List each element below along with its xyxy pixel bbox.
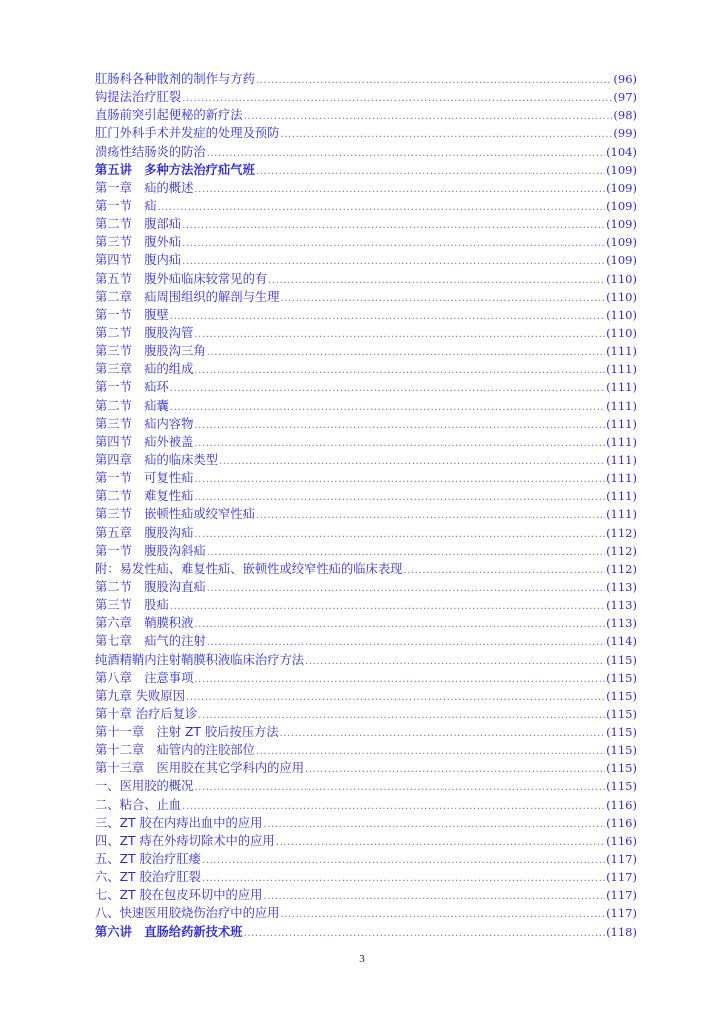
toc-entry-page: (115) bbox=[606, 670, 637, 685]
toc-leader-dots bbox=[207, 344, 605, 362]
toc-entry-page: (97) bbox=[613, 90, 637, 105]
page-number: 3 bbox=[359, 953, 365, 965]
toc-entry-title: 第一节 疝环 bbox=[95, 380, 169, 395]
toc-entry-title: 一、医用胶的概况 bbox=[95, 779, 194, 794]
toc-leader-dots bbox=[194, 435, 605, 453]
toc-entry-title: 四、ZT 痔在外痔切除术中的应用 bbox=[95, 833, 275, 848]
toc-entry-page: (112) bbox=[606, 543, 637, 558]
toc-entry-page: (109) bbox=[606, 235, 637, 250]
toc-entry-page: (112) bbox=[606, 525, 637, 540]
toc-entry-title: 钩提法治疗肛裂 bbox=[95, 90, 182, 105]
toc-entry[interactable] bbox=[95, 687, 637, 705]
toc-entry-title: 第十一章 注射 ZT 胶后按压方法 bbox=[95, 725, 279, 740]
toc-entry-page: (111) bbox=[606, 344, 637, 359]
toc-entry-page: (117) bbox=[606, 888, 637, 903]
toc-leader-dots bbox=[219, 453, 605, 471]
toc-entry-title: 第三节 腹股沟三角 bbox=[95, 344, 206, 359]
toc-entry[interactable] bbox=[95, 433, 637, 451]
toc-leader-dots bbox=[194, 181, 605, 199]
toc-leader-dots bbox=[194, 779, 605, 797]
toc-entry-page: (111) bbox=[606, 489, 637, 504]
toc-entry-page: (115) bbox=[606, 725, 637, 740]
toc-entry[interactable] bbox=[95, 741, 637, 759]
toc-entry-title: 第二章 疝周围组织的解剖与生理 bbox=[95, 289, 280, 304]
toc-leader-dots bbox=[280, 126, 612, 144]
toc-entry[interactable] bbox=[95, 669, 637, 687]
toc-entry-page: (117) bbox=[606, 906, 637, 921]
table-of-contents bbox=[95, 70, 637, 941]
toc-entry-page: (109) bbox=[606, 180, 637, 195]
toc-entry-page: (115) bbox=[606, 761, 637, 776]
toc-leader-dots bbox=[256, 743, 605, 761]
toc-leader-dots bbox=[263, 888, 605, 906]
toc-entry[interactable] bbox=[95, 923, 637, 941]
toc-entry-page: (117) bbox=[606, 870, 637, 885]
toc-leader-dots bbox=[305, 653, 605, 671]
toc-entry-title: 八、快速医用胶烧伤治疗中的应用 bbox=[95, 906, 280, 921]
toc-entry[interactable] bbox=[95, 632, 637, 650]
toc-entry-page: (109) bbox=[606, 253, 637, 268]
toc-entry-title: 第十三章 医用胶在其它学科内的应用 bbox=[95, 761, 305, 776]
toc-entry-page: (116) bbox=[606, 815, 637, 830]
toc-entry-page: (111) bbox=[606, 362, 637, 377]
toc-entry[interactable] bbox=[95, 306, 637, 324]
toc-entry[interactable] bbox=[95, 777, 637, 795]
toc-leader-dots bbox=[182, 90, 612, 108]
toc-entry-title: 七、ZT 胶在包皮环切中的应用 bbox=[95, 888, 263, 903]
toc-entry[interactable] bbox=[95, 524, 637, 542]
toc-entry[interactable] bbox=[95, 723, 637, 741]
toc-entry[interactable] bbox=[95, 106, 637, 124]
toc-leader-dots bbox=[256, 72, 613, 90]
toc-entry-title: 第四节 疝外被盖 bbox=[95, 434, 194, 449]
toc-entry-page: (116) bbox=[606, 833, 637, 848]
toc-entry[interactable] bbox=[95, 578, 637, 596]
toc-entry[interactable] bbox=[95, 215, 637, 233]
toc-entry-title: 第十二章 疝管内的注胶部位 bbox=[95, 743, 255, 758]
toc-entry-page: (115) bbox=[606, 688, 637, 703]
toc-entry-title: 第一章 疝的概述 bbox=[95, 180, 194, 195]
toc-entry[interactable] bbox=[95, 197, 637, 215]
toc-leader-dots bbox=[170, 399, 605, 417]
toc-entry[interactable] bbox=[95, 596, 637, 614]
toc-leader-dots bbox=[182, 235, 605, 253]
toc-entry-page: (111) bbox=[606, 380, 637, 395]
toc-entry-page: (111) bbox=[606, 452, 637, 467]
toc-entry[interactable] bbox=[95, 451, 637, 469]
toc-entry[interactable] bbox=[95, 251, 637, 269]
toc-entry[interactable] bbox=[95, 868, 637, 886]
toc-leader-dots bbox=[244, 925, 605, 943]
toc-entry[interactable] bbox=[95, 560, 637, 578]
toc-entry[interactable] bbox=[95, 796, 637, 814]
toc-entry-page: (118) bbox=[606, 924, 637, 939]
toc-entry-page: (111) bbox=[606, 471, 637, 486]
toc-leader-dots bbox=[170, 380, 605, 398]
toc-entry-title: 五、ZT 胶治疗肛瘘 bbox=[95, 852, 201, 867]
toc-entry-title: 第四章 疝的临床类型 bbox=[95, 452, 218, 467]
toc-entry-title: 三、ZT 胶在内痔出血中的应用 bbox=[95, 815, 263, 830]
toc-leader-dots bbox=[268, 272, 605, 290]
toc-entry-title: 第二节 腹股沟直疝 bbox=[95, 579, 206, 594]
toc-leader-dots bbox=[207, 580, 605, 598]
toc-entry-title: 第二节 疝囊 bbox=[95, 398, 169, 413]
toc-entry-page: (96) bbox=[613, 72, 637, 86]
toc-entry[interactable] bbox=[95, 378, 637, 396]
toc-entry-page: (115) bbox=[606, 743, 637, 758]
toc-leader-dots bbox=[194, 616, 605, 634]
toc-entry-title: 第一节 腹壁 bbox=[95, 307, 169, 322]
toc-entry[interactable] bbox=[95, 324, 637, 342]
toc-entry-title: 第三节 股疝 bbox=[95, 598, 169, 613]
toc-entry-page: (110) bbox=[606, 289, 637, 304]
toc-entry[interactable] bbox=[95, 469, 637, 487]
toc-entry-title: 第一节 疝 bbox=[95, 198, 157, 213]
toc-leader-dots bbox=[305, 761, 605, 779]
toc-entry-title: 第五节 腹外疝临床较常见的有 bbox=[95, 271, 268, 286]
toc-entry-page: (113) bbox=[606, 598, 637, 613]
toc-entry-title: 肛门外科手术并发症的处理及预防 bbox=[95, 126, 280, 141]
toc-leader-dots bbox=[263, 816, 605, 834]
toc-entry-title: 第六讲 直肠给药新技术班 bbox=[95, 924, 243, 939]
toc-entry[interactable] bbox=[95, 179, 637, 197]
toc-entry[interactable] bbox=[95, 288, 637, 306]
toc-entry-title: 第二节 腹股沟管 bbox=[95, 325, 194, 340]
toc-entry[interactable] bbox=[95, 88, 637, 106]
toc-entry[interactable] bbox=[95, 360, 637, 378]
toc-entry-page: (115) bbox=[606, 652, 637, 667]
toc-entry[interactable] bbox=[95, 487, 637, 505]
toc-entry-page: (110) bbox=[606, 271, 637, 286]
toc-leader-dots bbox=[194, 326, 605, 344]
toc-entry-page: (111) bbox=[606, 434, 637, 449]
toc-leader-dots bbox=[158, 199, 606, 217]
toc-entry[interactable] bbox=[95, 124, 637, 142]
toc-entry-title: 第三节 腹外疝 bbox=[95, 235, 182, 250]
toc-entry-page: (112) bbox=[606, 561, 637, 576]
toc-entry-page: (109) bbox=[606, 198, 637, 213]
toc-entry-title: 溃疡性结肠炎的防治 bbox=[95, 144, 206, 159]
toc-entry-page: (117) bbox=[606, 852, 637, 867]
toc-entry[interactable] bbox=[95, 886, 637, 904]
toc-entry-page: (115) bbox=[606, 706, 637, 721]
toc-entry-title: 第七章 疝气的注射 bbox=[95, 634, 206, 649]
toc-entry-page: (109) bbox=[606, 162, 637, 177]
toc-entry[interactable] bbox=[95, 397, 637, 415]
toc-entry[interactable] bbox=[95, 614, 637, 632]
toc-entry-title: 纯酒精鞘内注射鞘膜积液临床治疗方法 bbox=[95, 652, 305, 667]
toc-entry[interactable] bbox=[95, 415, 637, 433]
toc-entry-page: (111) bbox=[606, 416, 637, 431]
toc-entry-title: 第二节 腹部疝 bbox=[95, 217, 182, 232]
toc-leader-dots bbox=[194, 471, 605, 489]
toc-entry-title: 直肠前突引起便秘的新疗法 bbox=[95, 108, 243, 123]
toc-entry-page: (111) bbox=[606, 507, 637, 522]
toc-entry[interactable] bbox=[95, 832, 637, 850]
toc-entry-title: 附：易发性疝、难复性疝、嵌顿性或绞窄性疝的临床表现 bbox=[95, 561, 403, 576]
toc-leader-dots bbox=[194, 671, 605, 689]
toc-leader-dots bbox=[194, 526, 605, 544]
toc-entry[interactable] bbox=[95, 233, 637, 251]
toc-entry-page: (113) bbox=[606, 616, 637, 631]
toc-entry-title: 第三章 疝的组成 bbox=[95, 362, 194, 377]
toc-entry-title: 第二节 难复性疝 bbox=[95, 489, 194, 504]
toc-entry-title: 第四节 腹内疝 bbox=[95, 253, 182, 268]
toc-leader-dots bbox=[256, 163, 605, 181]
toc-entry-title: 第五讲 多种方法治疗疝气班 bbox=[95, 162, 255, 177]
toc-entry-title: 第六章 鞘膜积液 bbox=[95, 616, 194, 631]
toc-leader-dots bbox=[256, 507, 605, 525]
toc-entry[interactable] bbox=[95, 143, 637, 161]
toc-entry-title: 第五章 腹股沟疝 bbox=[95, 525, 194, 540]
toc-entry-title: 第三节 疝内容物 bbox=[95, 416, 194, 431]
toc-entry[interactable] bbox=[95, 342, 637, 360]
toc-entry-page: (115) bbox=[606, 779, 637, 794]
toc-entry-page: (98) bbox=[613, 108, 637, 123]
toc-leader-dots bbox=[280, 725, 605, 743]
toc-entry-page: (116) bbox=[606, 797, 637, 812]
toc-entry-title: 肛肠科各种散剂的制作与方药 bbox=[95, 72, 255, 86]
toc-entry-page: (113) bbox=[606, 579, 637, 594]
toc-entry-page: (99) bbox=[613, 126, 637, 141]
toc-leader-dots bbox=[186, 689, 605, 707]
toc-entry[interactable] bbox=[95, 759, 637, 777]
toc-entry-title: 二、粘合、止血 bbox=[95, 797, 182, 812]
toc-entry-page: (110) bbox=[606, 325, 637, 340]
toc-leader-dots bbox=[170, 598, 605, 616]
toc-leader-dots bbox=[182, 217, 605, 235]
toc-entry-page: (114) bbox=[606, 634, 637, 649]
toc-entry[interactable] bbox=[95, 651, 637, 669]
toc-leader-dots bbox=[403, 562, 605, 580]
toc-entry-page: (110) bbox=[606, 307, 637, 322]
toc-entry[interactable] bbox=[95, 904, 637, 922]
toc-entry[interactable] bbox=[95, 505, 637, 523]
toc-leader-dots bbox=[194, 362, 605, 380]
toc-leader-dots bbox=[194, 417, 605, 435]
toc-leader-dots bbox=[244, 108, 613, 126]
toc-leader-dots bbox=[170, 308, 605, 326]
toc-entry-title: 第三节 嵌顿性疝或绞窄性疝 bbox=[95, 507, 255, 522]
toc-entry-title: 第一节 可复性疝 bbox=[95, 471, 194, 486]
toc-entry[interactable] bbox=[95, 814, 637, 832]
toc-entry-title: 第一节 腹股沟斜疝 bbox=[95, 543, 206, 558]
toc-entry-title: 第九章 失败原因 bbox=[95, 688, 185, 703]
toc-entry[interactable] bbox=[95, 70, 637, 88]
toc-entry[interactable] bbox=[95, 161, 637, 179]
toc-entry-page: (104) bbox=[606, 144, 637, 159]
toc-entry-page: (109) bbox=[606, 217, 637, 232]
toc-leader-dots bbox=[207, 145, 605, 163]
toc-leader-dots bbox=[280, 906, 605, 924]
toc-entry[interactable] bbox=[95, 850, 637, 868]
toc-leader-dots bbox=[202, 852, 605, 870]
toc-leader-dots bbox=[280, 290, 605, 308]
toc-entry[interactable] bbox=[95, 270, 637, 288]
toc-entry-title: 六、ZT 胶治疗肛裂 bbox=[95, 870, 201, 885]
toc-entry-title: 第十章 治疗后复诊 bbox=[95, 706, 198, 721]
toc-entry[interactable] bbox=[95, 705, 637, 723]
toc-leader-dots bbox=[194, 489, 605, 507]
toc-entry-title: 第八章 注意事项 bbox=[95, 670, 194, 685]
toc-entry-page: (111) bbox=[606, 398, 637, 413]
toc-entry[interactable] bbox=[95, 542, 637, 560]
toc-leader-dots bbox=[276, 834, 605, 852]
